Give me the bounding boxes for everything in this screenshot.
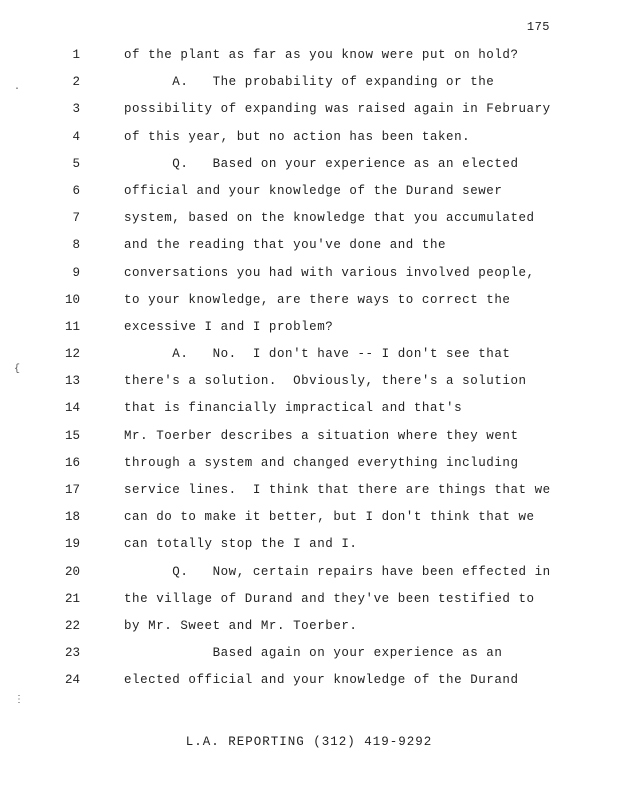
line-text: through a system and changed everything including xyxy=(124,455,519,470)
line-text: A. The probability of expanding or the xyxy=(124,75,495,90)
transcript-line xyxy=(0,477,618,504)
line-text: system, based on the knowledge that you accumulated xyxy=(124,211,535,226)
line-number: 17 xyxy=(64,483,80,497)
line-number: 5 xyxy=(72,156,80,171)
transcript-line xyxy=(0,260,618,287)
line-text: excessive I and I problem? xyxy=(124,319,334,334)
margin-bracket-mark: ⋮ xyxy=(14,695,24,706)
margin-tick-mark: · xyxy=(14,84,21,95)
line-text: can do to make it better, but I don't think that we xyxy=(124,510,535,525)
line-number: 21 xyxy=(64,591,80,606)
line-number: 9 xyxy=(72,265,80,280)
line-text: of this year, but no action has been taken. xyxy=(124,129,471,144)
transcript-line xyxy=(0,124,618,151)
transcript-line xyxy=(0,368,618,395)
transcript-line xyxy=(0,96,618,123)
line-number: 20 xyxy=(64,564,80,579)
line-text: Mr. Toerber describes a situation where they went xyxy=(124,428,519,443)
line-number: 6 xyxy=(72,183,80,198)
transcript-line xyxy=(0,640,618,667)
line-number: 12 xyxy=(64,347,80,362)
line-number: 19 xyxy=(64,537,80,552)
line-number: 7 xyxy=(72,211,80,226)
transcript-line xyxy=(0,69,618,96)
line-number: 1 xyxy=(72,48,80,62)
line-number: 10 xyxy=(64,292,80,307)
line-number: 14 xyxy=(64,401,80,416)
transcript-line xyxy=(0,450,618,477)
line-number: 8 xyxy=(72,238,80,253)
line-number: 13 xyxy=(64,374,80,389)
line-number: 23 xyxy=(64,646,80,661)
reporter-footer: L.A. REPORTING (312) 419-9292 xyxy=(185,735,433,749)
line-text: official and your knowledge of the Durand sewer xyxy=(124,183,503,198)
page-number: 175 xyxy=(526,20,550,34)
line-text: A. No. I don't have -- I don't see that xyxy=(124,347,511,362)
line-number: 4 xyxy=(72,129,80,144)
line-number: 16 xyxy=(64,455,80,470)
line-text: conversations you had with various involved people, xyxy=(124,265,535,280)
transcript-line xyxy=(0,559,618,586)
transcript-line xyxy=(0,531,618,558)
transcript-line xyxy=(0,151,618,178)
line-text: the village of Durand and they've been testified to xyxy=(124,591,535,606)
line-text: Q. Now, certain repairs have been effected in xyxy=(124,564,551,579)
transcript-line xyxy=(0,613,618,640)
line-number: 11 xyxy=(64,319,80,334)
transcript-line xyxy=(0,178,618,205)
line-text: service lines. I think that there are things that we xyxy=(124,483,551,497)
transcript-line xyxy=(0,423,618,450)
line-number: 24 xyxy=(64,673,80,688)
line-number: 3 xyxy=(72,102,80,117)
line-text: that is financially impractical and that's xyxy=(124,401,463,416)
line-text: possibility of expanding was raised again in February xyxy=(124,102,551,117)
transcript-line xyxy=(0,395,618,422)
transcript-line xyxy=(0,205,618,232)
line-text: Based again on your experience as an xyxy=(124,646,503,661)
transcript-line xyxy=(0,667,618,694)
line-text: can totally stop the I and I. xyxy=(124,537,358,552)
transcript-line xyxy=(0,314,618,341)
line-text: by Mr. Sweet and Mr. Toerber. xyxy=(124,618,358,633)
transcript-line xyxy=(0,504,618,531)
line-number: 18 xyxy=(64,510,80,525)
transcript-lines xyxy=(0,42,618,695)
line-text: to your knowledge, are there ways to correct the xyxy=(124,292,511,307)
transcript-line xyxy=(0,586,618,613)
margin-bracket-mark: { xyxy=(14,364,21,375)
transcript-line xyxy=(0,341,618,368)
transcript-line xyxy=(0,42,618,69)
transcript-line xyxy=(0,287,618,314)
line-text: there's a solution. Obviously, there's a solution xyxy=(124,374,527,389)
line-number: 22 xyxy=(64,618,80,633)
transcript-line xyxy=(0,232,618,259)
line-text: Q. Based on your experience as an elected xyxy=(124,156,519,171)
line-text: and the reading that you've done and the xyxy=(124,238,447,253)
line-number: 2 xyxy=(72,75,80,90)
line-text: of the plant as far as you know were put on hold? xyxy=(124,48,519,62)
line-number: 15 xyxy=(64,428,80,443)
line-text: elected official and your knowledge of the Durand xyxy=(124,673,519,688)
